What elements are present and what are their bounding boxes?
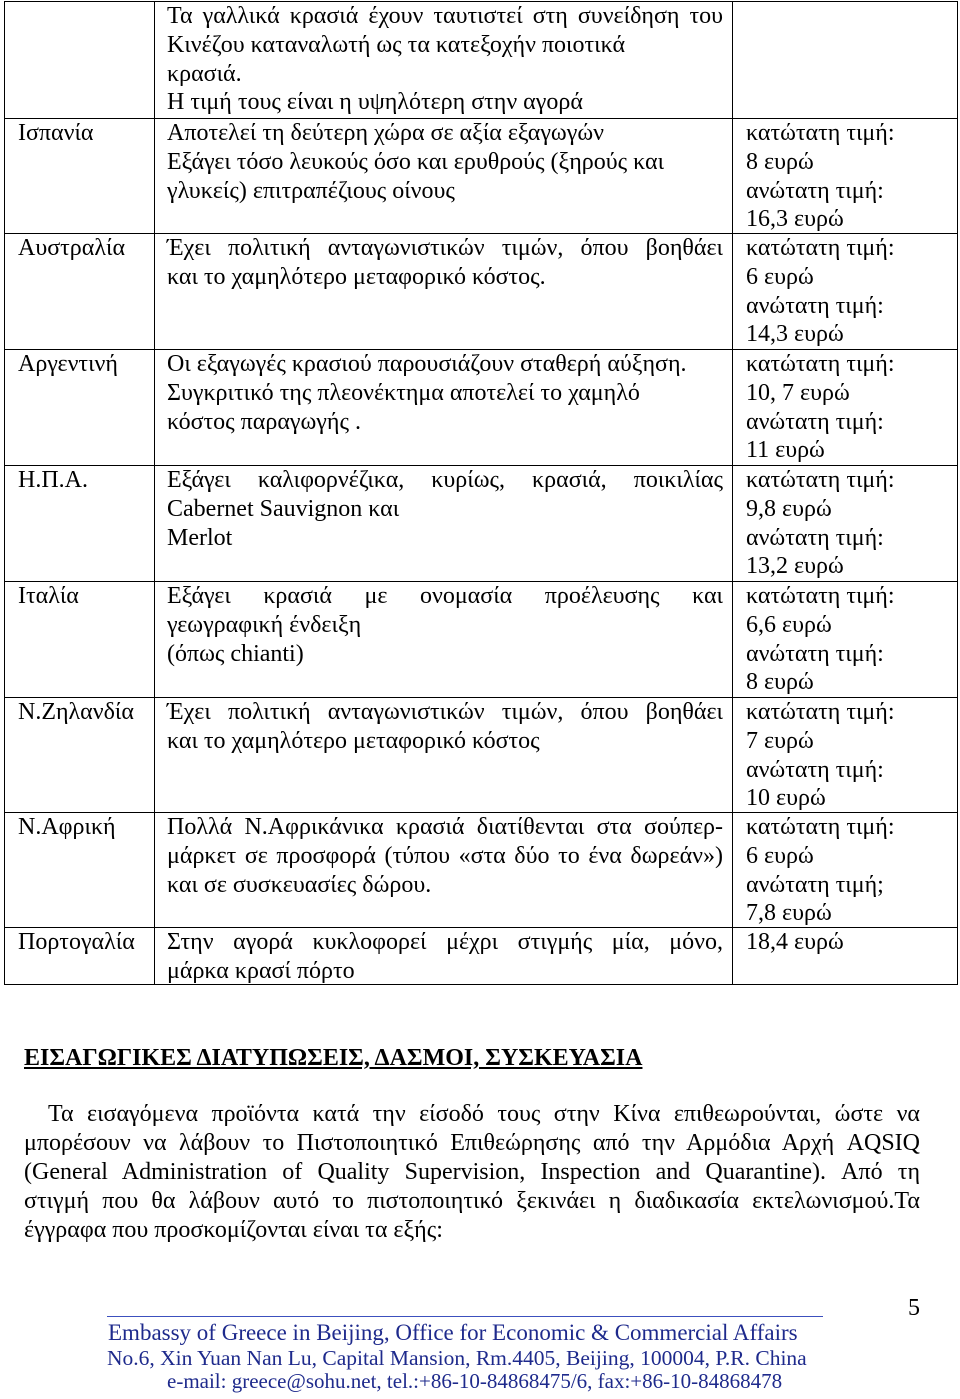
price-cell <box>732 928 957 984</box>
description-line: Εξάγει τόσο λευκούς όσο και ερυθρούς (ξηρούς και <box>167 148 665 175</box>
table-row <box>5 581 957 697</box>
price-max-value: 7,8 ευρώ <box>746 900 832 927</box>
description-line: μάρκετ σε προσφορά (τύπου «στα δύο το ένα δωρεάν») <box>167 842 723 869</box>
price-max-label: ανώτατη τιμή: <box>746 177 884 204</box>
description-line: και σε συσκευασίες δώρου. <box>167 871 432 898</box>
price-min-value: 6 ευρώ <box>746 263 814 290</box>
description-line: Merlot <box>167 524 233 551</box>
price-min-value: 6,6 ευρώ <box>746 611 832 638</box>
price-min-value: 9,8 ευρώ <box>746 495 832 522</box>
price-min-label: κατώτατη τιμή: <box>746 814 895 840</box>
description-line: Κινέζου καταναλωτή ως τα κατεξοχήν ποιοτικά <box>167 31 626 58</box>
footer-contact: e-mail: greece@sohu.net, tel.:+86-10-84868475/6, fax:+86-10-84868478 <box>167 1369 783 1393</box>
country-cell <box>5 698 154 812</box>
description-cell <box>154 698 732 812</box>
country-name: Αυστραλία <box>18 235 126 261</box>
price-cell <box>732 234 957 349</box>
footer-embassy-name: Embassy of Greece in Beijing, Office for Economic & Commercial Affairs <box>108 1320 798 1345</box>
description-line: Στην αγορά κυκλοφορεί μέχρι στιγμής μία, μόνο, <box>167 929 723 955</box>
description-line: Η τιμή τους είναι η υψηλότερη στην αγορά <box>167 89 583 116</box>
country-name: Η.Π.Α. <box>18 467 88 493</box>
price-cell <box>732 2 957 118</box>
price-max-label: ανώτατη τιμή: <box>746 640 884 667</box>
description-line: Αποτελεί τη δεύτερη χώρα σε αξία εξαγωγών <box>167 120 604 146</box>
price-min-label: κατώτατη τιμή: <box>746 235 895 261</box>
description-line: Έχει πολιτική ανταγωνιστικών τιμών, όπου βοηθάει <box>167 699 723 725</box>
paragraph-line: στιγμή που θα λάβουν αυτό το πιστοποιητικό ξεκινάει η διαδικασία εκτελωνισμού.Τα <box>24 1188 920 1214</box>
table-row <box>5 2 957 118</box>
description-line: Έχει πολιτική ανταγωνιστικών τιμών, όπου βοηθάει <box>167 235 723 261</box>
description-line: κρασιά. <box>167 60 242 87</box>
description-cell <box>154 582 732 697</box>
price-max-value: 8 ευρώ <box>746 669 814 696</box>
country-name: Ιταλία <box>18 583 79 609</box>
country-cell <box>5 466 154 581</box>
wine-price-table <box>4 1 958 985</box>
country-cell <box>5 234 154 349</box>
price-min-label: κατώτατη τιμή: <box>746 467 895 493</box>
footer-address: No.6, Xin Yuan Nan Lu, Capital Mansion, Rm.4405, Beijing, 100004, P.R. China <box>107 1346 807 1370</box>
paragraph-line: έγγραφα που προσκομίζονται είναι τα εξής: <box>24 1217 443 1243</box>
description-line: Εξάγει καλιφορνέζικα, κυρίως, κρασιά, ποικιλίας <box>167 467 723 493</box>
description-line: (όπως chianti) <box>167 640 304 667</box>
price-max-label: ανώτατη τιμή; <box>746 871 884 898</box>
table-row <box>5 465 957 581</box>
description-cell <box>154 2 732 118</box>
description-line: μάρκα κρασί πόρτο <box>167 957 355 984</box>
price-min-value: 8 ευρώ <box>746 148 814 175</box>
price-cell <box>732 582 957 697</box>
price-cell <box>732 350 957 465</box>
country-cell <box>5 2 154 118</box>
price-max-label: ανώτατη τιμή: <box>746 524 884 551</box>
description-line: Τα γαλλικά κρασιά έχουν ταυτιστεί στη συνείδηση του <box>167 3 723 29</box>
country-name: Ν.Αφρική <box>18 814 116 840</box>
table-row <box>5 812 957 927</box>
table-row <box>5 233 957 349</box>
table-row <box>5 349 957 465</box>
section-heading: ΕΙΣΑΓΩΓΙΚΕΣ ΔΙΑΤΥΠΩΣΕΙΣ, ΔΑΣΜΟΙ, ΣΥΣΚΕΥΑΣΙΑ <box>24 1045 643 1071</box>
description-cell <box>154 119 732 233</box>
price-max-value: 14,3 ευρώ <box>746 321 844 348</box>
country-cell <box>5 813 154 927</box>
price-max-label: ανώτατη τιμή: <box>746 756 884 783</box>
table-row <box>5 118 957 233</box>
description-line: Εξάγει κρασιά με ονομασία προέλευσης και <box>167 583 723 609</box>
country-cell <box>5 582 154 697</box>
description-line: κόστος παραγωγής . <box>167 408 361 435</box>
description-line: γλυκείς) επιτραπέζιους οίνους <box>167 177 455 204</box>
price-cell <box>732 466 957 581</box>
description-line: Συγκριτικό της πλεονέκτημα αποτελεί το χαμηλό <box>167 379 640 406</box>
body-paragraph <box>24 1100 920 1245</box>
price-min-value: 6 ευρώ <box>746 842 814 869</box>
description-cell <box>154 234 732 349</box>
price-min-label: κατώτατη τιμή: <box>746 351 895 377</box>
country-name: Αργεντινή <box>18 351 118 377</box>
description-line: Οι εξαγωγές κρασιού παρουσιάζουν σταθερή αύξηση. <box>167 351 687 377</box>
description-line: γεωγραφική ένδειξη <box>167 611 362 638</box>
price-min-label: κατώτατη τιμή: <box>746 120 895 146</box>
description-line: και το χαμηλότερο μεταφορικό κόστος <box>167 727 540 754</box>
price-value: 18,4 ευρώ <box>746 929 844 955</box>
table-row <box>5 697 957 812</box>
country-cell <box>5 350 154 465</box>
country-name: Ισπανία <box>18 120 94 146</box>
page-number: 5 <box>908 1295 920 1321</box>
price-min-label: κατώτατη τιμή: <box>746 583 895 609</box>
description-cell <box>154 350 732 465</box>
country-cell <box>5 119 154 233</box>
price-min-value: 10, 7 ευρώ <box>746 379 850 406</box>
paragraph-line: (General Administration of Quality Supervision, Inspection and Quarantine). Από τη <box>24 1159 920 1185</box>
price-max-label: ανώτατη τιμή: <box>746 292 884 319</box>
description-cell <box>154 813 732 927</box>
price-min-label: κατώτατη τιμή: <box>746 699 895 725</box>
paragraph-line: μπορέσουν να λάβουν το Πιστοποιητικό Επιθεώρησης από την Αρμόδια Αρχή AQSIQ <box>24 1130 920 1156</box>
price-max-label: ανώτατη τιμή: <box>746 408 884 435</box>
price-cell <box>732 119 957 233</box>
price-max-value: 16,3 ευρώ <box>746 206 844 233</box>
country-name: Πορτογαλία <box>18 929 135 955</box>
paragraph-line: Τα εισαγόμενα προϊόντα κατά την είσοδό τους στην Κίνα επιθεωρούνται, ώστε να <box>48 1101 920 1127</box>
footer-divider <box>107 1316 823 1317</box>
price-cell <box>732 698 957 812</box>
description-cell <box>154 466 732 581</box>
price-max-value: 13,2 ευρώ <box>746 553 844 580</box>
description-line: και το χαμηλότερο μεταφορικό κόστος. <box>167 263 546 290</box>
price-max-value: 10 ευρώ <box>746 785 826 812</box>
table-row <box>5 927 957 984</box>
price-cell <box>732 813 957 927</box>
description-line: Πολλά Ν.Αφρικάνικα κρασιά διατίθενται στα σούπερ- <box>167 814 723 840</box>
country-cell <box>5 928 154 984</box>
price-max-value: 11 ευρώ <box>746 437 825 464</box>
country-name: Ν.Ζηλανδία <box>18 699 134 725</box>
price-min-value: 7 ευρώ <box>746 727 814 754</box>
description-line: Cabernet Sauvignon και <box>167 495 400 522</box>
description-cell <box>154 928 732 984</box>
